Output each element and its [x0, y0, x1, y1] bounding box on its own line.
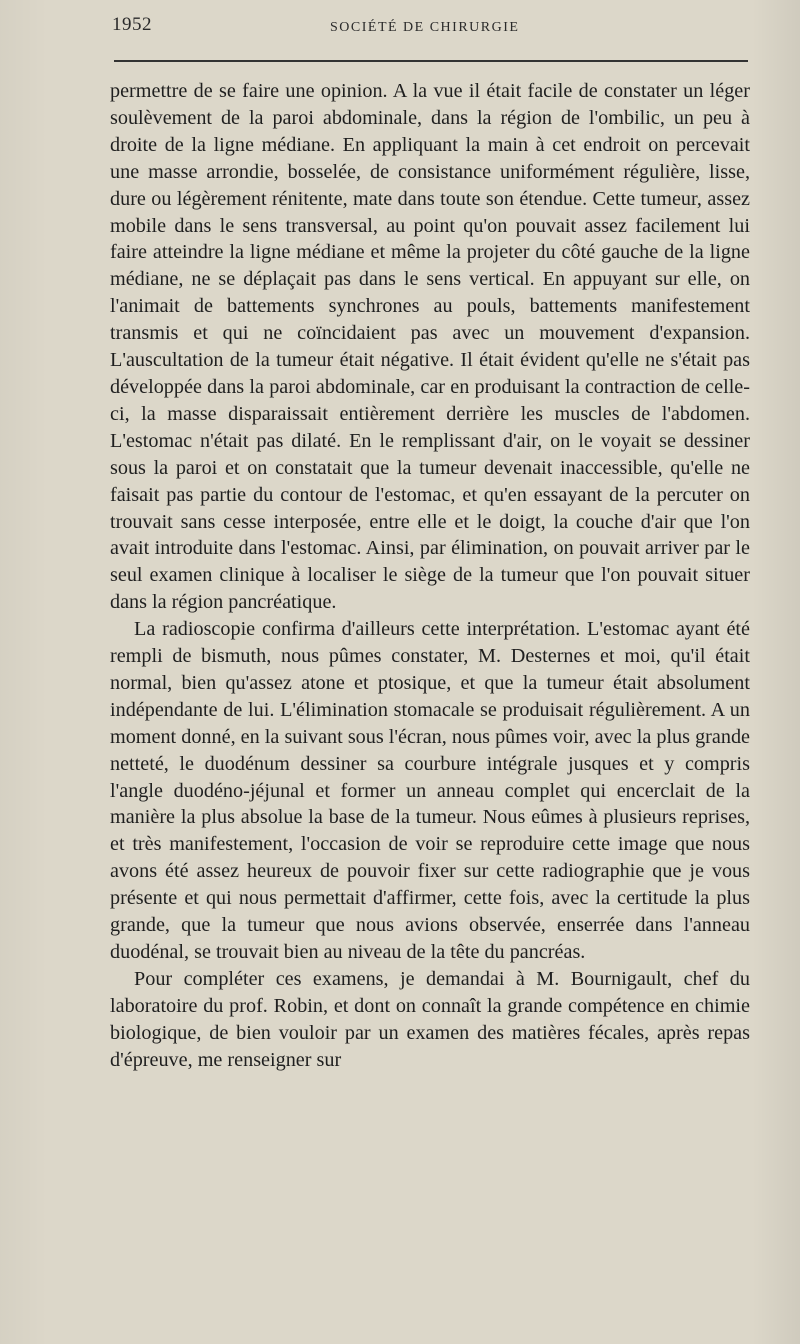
page-number: 1952 — [112, 14, 152, 35]
paragraph-2: La radioscopie confirma d'ailleurs cette interprétation. L'estomac ayant été rempli de bismuth, nous pûmes constater, M. Desternes et moi, qu'il était normal, bien qu'assez atone et ptosique, et que la tumeur était absolument indépendante de lui. L'élimination stomacale se produisait régulièrement. A un moment donné, en la suivant sous l'écran, nous pûmes voir, avec la plus grande netteté, le duodénum dessiner sa courbure intégrale jusques et y compris l'angle duodéno-jéjunal et former un anneau complet qui encerclait de la manière la plus absolue la base de la tumeur. Nous eûmes à plusieurs reprises, et très manifestement, l'occasion de voir se reproduire cette image que nous avons été assez heureux de pouvoir fixer sur cette radiographie que je vous présente et qui nous permettait d'affirmer, cette fois, avec la certitude la plus grande, que la tumeur que nous avions observée, enserrée dans l'anneau duodénal, se trouvait bien au niveau de la tête du pancréas. — [110, 618, 750, 963]
running-title: SOCIÉTÉ DE CHIRURGIE — [330, 20, 520, 35]
header-rule — [114, 60, 748, 62]
paragraph-3: Pour compléter ces examens, je demandai à M. Bournigault, chef du laboratoire du prof. Robin, et dont on connaît la grande compétence en chimie biologique, de bien vouloir par un examen des matières fécales, après repas d'épreuve, me renseigner sur — [110, 967, 750, 1071]
body-text — [110, 78, 750, 1074]
paragraph-1: permettre de se faire une opinion. A la vue il était facile de constater un léger soulèvement de la paroi abdominale, dans la région de l'ombilic, un peu à droite de la ligne médiane. En appliquant la main à cet endroit on percevait une masse arrondie, bosselée, de consistance uniformément régulière, lisse, dure ou légèrement rénitente, mate dans toute son étendue. Cette tumeur, assez mobile dans le sens transversal, au point qu'on pouvait assez facilement lui faire atteindre la ligne médiane et même la projeter du côté gauche de la ligne médiane, ne se déplaçait pas dans le sens vertical. En appuyant sur elle, on l'animait de battements synchrones au pouls, battements manifestement transmis et qui ne coïncidaient pas avec un mouvement d'expansion. L'auscultation de la tumeur était négative. Il était évident qu'elle ne s'était pas développée dans la paroi abdominale, car en produisant la contraction de celle-ci, la masse disparaissait entièrement derrière les muscles de l'abdomen. L'estomac n'était pas dilaté. En le remplissant d'air, on le voyait se dessiner sous la paroi et on constatait que la tumeur devenait inaccessible, qu'elle ne faisait pas partie du contour de l'estomac, et qu'en essayant de la percuter on trouvait sans cesse interposée, entre elle et le doigt, la couche d'air que l'on avait introduite dans l'estomac. Ainsi, par élimination, on pouvait arriver par le seul examen clinique à localiser le siège de la tumeur que l'on pouvait situer dans la région pancréatique. — [110, 80, 750, 614]
